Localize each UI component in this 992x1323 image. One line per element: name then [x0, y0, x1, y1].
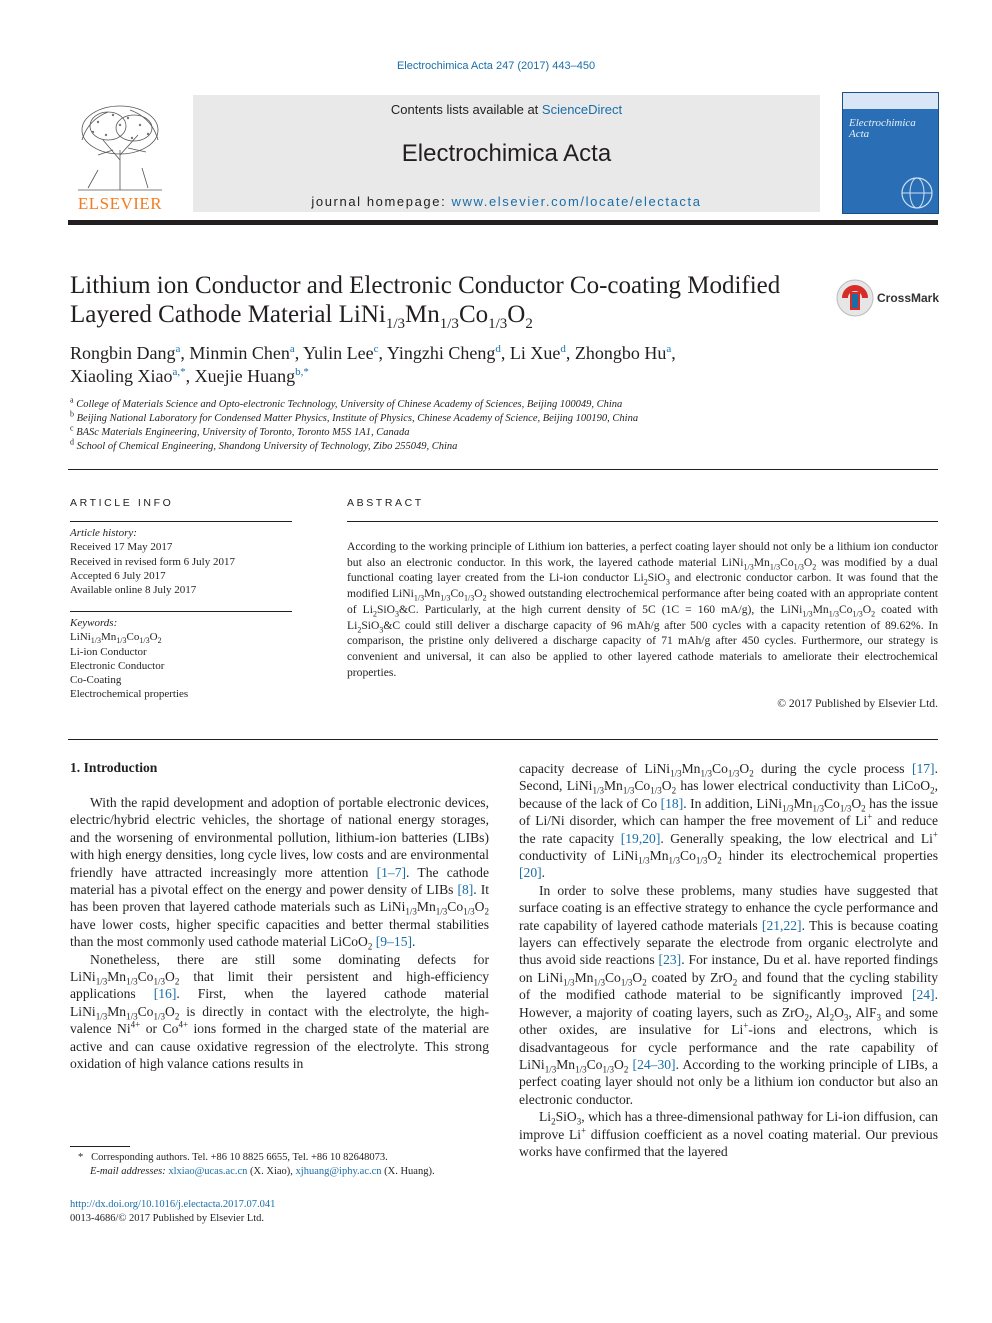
history-item: Received 17 May 2017 — [70, 541, 173, 554]
citation-link[interactable]: [16] — [153, 986, 177, 1002]
crossmark-label: CrossMark — [877, 291, 940, 305]
citation-link[interactable]: [17] — [911, 761, 935, 776]
keyword-item: Li-ion Conductor — [70, 645, 147, 658]
body-column-left: With the rapid development and adoption of portable electronic devices, electric/hybrid electric vehicles, the shortage of national energy storages, and the worsening of environmental pollution, lithium-ion batteries (LIBs) with high energy densities, long cycle lives, low costs and are environmental friendly have attracted increasingly more attention [1–7]. The cathode material has a pivotal effect on the energy and power density of LIBs [8]. It has been proven that layered cathode materials such as $LiNi_{1/3}Mn_{1/3}Co_{1/3}O_2$ have lower costs, higher specific capacities and better thermal stabilities than the most commonly used cathode material LiCoO$_2$ [9–15]. Nonetheless, there are still some dominating defects for $LiNi_{1/3}Mn_{1/3}Co_{1/3}O_2$ that limit their persistent and high-efficiency applications [16]. First, when the layered cathode material $LiNi_{1/3}Mn_{1/3}Co_{1/3}O_2$ is directly in contact with the electrolyte, the high-valence $Ni^{4+}$ or $Co^{4+}$ ions formed in the charged state of the material are active and can cause oxidative regression of the electrolyte. This strong oxidation of high valance cations results in — [70, 795, 490, 1072]
author-list — [70, 342, 830, 388]
homepage-prefix: journal homepage: — [311, 194, 452, 209]
keyword-item: Electrochemical properties — [70, 688, 189, 701]
email-link[interactable]: xjhuang@iphy.ac.cn — [295, 1166, 382, 1177]
citation-link[interactable]: [24] — [911, 987, 935, 1003]
author-affil-link[interactable]: d — [495, 343, 501, 355]
history-label: Article history: — [70, 527, 137, 539]
citation-link[interactable]: [21,22] — [761, 917, 802, 933]
citation-link[interactable]: [8] — [457, 882, 474, 898]
footnote-rule — [70, 1146, 130, 1147]
journal-homepage — [193, 194, 820, 209]
cover-title: Electrochimica Acta — [849, 117, 916, 140]
author-affil-link[interactable]: a — [289, 343, 295, 355]
keyword-item: Co-Coating — [70, 674, 122, 687]
author: Yingzhi Cheng — [386, 343, 496, 363]
author-affil-link[interactable]: d — [560, 343, 566, 355]
history-item: Available online 8 July 2017 — [70, 584, 197, 597]
title-line-2: Layered Cathode Material $LiNi_{1/3}Mn_{1/3}Co_{1/3}O_2$ — [70, 301, 533, 332]
abstract-heading: ABSTRACT — [347, 497, 424, 509]
author: Xuejie Huang — [194, 366, 296, 386]
divider — [70, 521, 292, 522]
corresponding-footnote: * Corresponding authors. Tel. +86 10 8825 6655, Tel. +86 10 82648073. E-mail addresses: xlxiao@ucas.ac.cn (X. Xiao), xjhuang@iphy.ac.cn (X. Huang). — [78, 1152, 435, 1177]
affiliation: $^c$ BASc Materials Engineering, University of Toronto, Toronto M5S 1A1, Canada — [70, 423, 410, 438]
citation-link[interactable]: [19,20] — [620, 830, 661, 846]
author: Yulin Lee — [303, 343, 374, 363]
homepage-link[interactable]: www.elsevier.com/locate/electacta — [451, 194, 702, 209]
body-column-right: capacity decrease of $LiNi_{1/3}Mn_{1/3}Co_{1/3}O_2$ during the cycle process [17]. Second, $LiNi_{1/3}Mn_{1/3}Co_{1/3}O_2$ has lower electrical conductivity than LiCoO$_2$, because of the lack of Co [18]. In addition, $LiNi_{1/3}Mn_{1/3}Co_{1/3}O_2$ has the issue of Li/Ni disorder, which can hamper the free movement of Li+ and reduce the rate capacity [19,20]. Generally speaking, the low electrical and Li+ conductivity of $LiNi_{1/3}Mn_{1/3}Co_{1/3}O_2$ hinder its electrochemical properties [20]. In order to solve these problems, many studies have suggested that surface coating is an effective strategy to enhance the cycle performance and rate capability of layered cathode materials [21,22]. This is because coating layers can effectively separate the electrode from organic electrolyte and thus avoid side reactions [23]. For instance, Du et al. have reported findings on $LiNi_{1/3}Mn_{1/3}Co_{1/3}O_2$ coated by ZrO$_2$ and found that the cycling stability of the modified cathode material to be significantly improved [24]. However, a majority of coating layers, such as ZrO$_2$, $Al_2O_3$, AlF$_3$ and some other oxides, are insulative for Li+-ions and electrons, which is disadvantageous for cycle performance and the rate capability of $LiNi_{1/3}Mn_{1/3}Co_{1/3}O_2$ [24–30]. According to the working principle of LIBs, a perfect coating layer should not only be a lithium ion conductor but also an electronic conductor. $Li_2SiO_3$, which has a three-dimensional pathway for Li-ion diffusion, can improve Li+ diffusion coefficient as a novel coating material. Our previous works have confirmed that the layered — [519, 761, 939, 1159]
title-line-1: Lithium ion Conductor and Electronic Conductor Co-coating Modified — [70, 272, 781, 299]
doi-link[interactable]: http://dx.doi.org/10.1016/j.electacta.2017.07.041 — [70, 1199, 276, 1210]
citation-link[interactable]: [20] — [519, 865, 542, 881]
sciencedirect-link[interactable]: ScienceDirect — [541, 102, 623, 117]
affiliation: $^d$ School of Chemical Engineering, Shandong University of Technology, Zibo 255049, China — [70, 437, 458, 452]
author-affil-link[interactable]: a — [175, 343, 181, 355]
affiliation: $^b$ Beijing National Laboratory for Condensed Matter Physics, Institute of Physics, Chinese Academy of Science, Beijing 100190, China — [70, 409, 639, 424]
article-title — [70, 271, 820, 332]
divider — [68, 739, 938, 740]
crossmark-icon — [835, 278, 875, 318]
divider — [70, 611, 292, 612]
journal-citation[interactable]: Electrochimica Acta 247 (2017) 443–450 — [396, 60, 596, 72]
cover-globe-icon — [899, 175, 935, 211]
author: Rongbin Dang — [70, 343, 176, 363]
author-affil-link[interactable]: c — [373, 343, 379, 355]
article-info-heading: ARTICLE INFO — [70, 497, 174, 509]
keyword-item: Electronic Conductor — [70, 659, 165, 672]
keyword-item: $LiNi_{1/3}Mn_{1/3}Co_{1/3}O_2$ — [70, 631, 162, 646]
author-line-2: Xiaoling Xiao$^{a,*}$, Xuejie Huang$^{b,*}$ — [70, 366, 309, 386]
crossmark-badge[interactable] — [835, 278, 939, 318]
contents-line — [193, 102, 820, 117]
author-line-1: Rongbin Dang$^a$, Minmin Chen$^a$, Yulin Lee$^c$, Yingzhi Cheng$^d$, Li Xue$^d$, Zhongbo Hu$^a$, — [70, 343, 676, 363]
email-link[interactable]: xlxiao@ucas.ac.cn — [168, 1166, 248, 1177]
journal-cover-thumbnail[interactable] — [842, 92, 939, 214]
doi-block — [70, 1198, 490, 1226]
author: Minmin Chen — [189, 343, 290, 363]
article-history — [70, 526, 292, 597]
author-affil-link[interactable]: a — [666, 343, 672, 355]
citation-link[interactable]: [23] — [658, 952, 682, 968]
header-rule — [68, 220, 938, 225]
elsevier-wordmark: ELSEVIER — [77, 194, 163, 213]
issn-line: 0013-4686/© 2017 Published by Elsevier Ltd. — [70, 1213, 265, 1224]
section-heading: 1. Introduction — [70, 760, 158, 775]
author-affil-link[interactable]: b,* — [295, 366, 309, 378]
citation-link[interactable]: [1–7] — [376, 864, 407, 880]
abstract-body: According to the working principle of Lithium ion batteries, a perfect coating layer should not only be a lithium ion conductor but also an electronic conductor. In this work, the layered cathode material $LiNi_{1/3}Mn_{1/3}Co_{1/3}O_2$ was modified by a dual functional coating layer created from the Li-ion conductor $Li_2SiO_3$ and electronic conductor carbon. It was found that the modified $LiNi_{1/3}Mn_{1/3}Co_{1/3}O_2$ showed outstanding electrochemical performance after being coated with an appropriate content of $Li_2SiO_3\&C$. Particularly, at the high current density of 5C (1C = 160 mA/g), the $LiNi_{1/3}Mn_{1/3}Co_{1/3}O_2$ coated with $Li_2SiO_3\&C$ could still deliver a discharge capacity of 96 mAh/g after 500 cycles with a capacity retention of 89.62%. In comparison, the pristine only delivered a discharge capacity of 71 mAh/g after 450 cycles. Furthermore, our strategy is convenient and universal, it can also be applied to other layered cathode materials to ameliorate their electrochemical properties. — [347, 540, 938, 679]
citation-link[interactable]: [24–30] — [632, 1056, 676, 1072]
author: Zhongbo Hu — [574, 343, 667, 363]
contents-prefix: Contents lists available at — [390, 102, 542, 117]
history-item: Accepted 6 July 2017 — [70, 569, 166, 582]
author: Li Xue — [509, 343, 561, 363]
citation-link[interactable]: [18] — [660, 795, 684, 811]
abstract-copyright: © 2017 Published by Elsevier Ltd. — [777, 697, 938, 710]
author: Xiaoling Xiao — [70, 366, 173, 386]
divider — [68, 469, 938, 470]
keywords — [70, 616, 292, 702]
keywords-label: Keywords: — [70, 617, 118, 629]
journal-name: Electrochimica Acta — [401, 140, 612, 167]
history-item: Received in revised form 6 July 2017 — [70, 555, 235, 568]
affiliation: $^a$ College of Materials Science and Opto-electronic Technology, University of Chinese Academy of Sciences, Beijing 100049, China — [70, 395, 623, 410]
citation-link[interactable]: [9–15] — [375, 934, 413, 950]
divider — [347, 521, 938, 522]
author-affil-link[interactable]: a,* — [172, 366, 186, 378]
